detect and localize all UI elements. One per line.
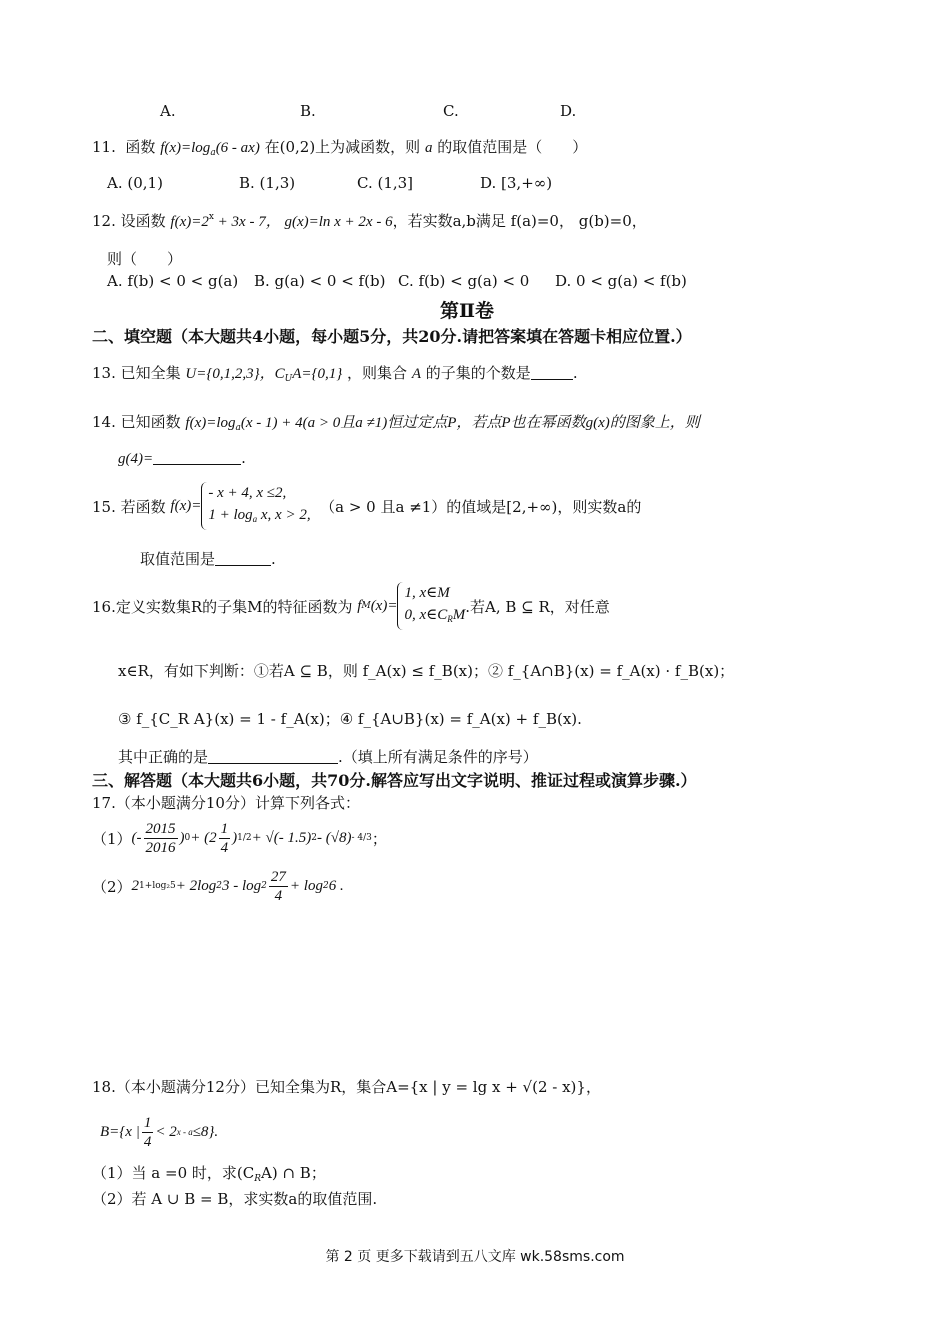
q12-then: 则（ ） <box>107 250 183 268</box>
q11-option-d: D. [3,+∞) <box>480 174 553 192</box>
section-2-title: 二、填空题（本大题共4小题，每小题5分，共20分.请把答案填在答题卡相应位置.） <box>92 327 692 346</box>
q15-piecewise: - x + 4, x ≤2, $1 + \log_a x$, x > 2, <box>201 482 310 530</box>
q12-option-c: C. f(b) < g(a) < 0 <box>398 272 530 290</box>
q16-line-4: 其中正确的是 .（填上所有满足条件的序号） <box>118 748 538 766</box>
volume-2-title: 第Ⅱ卷 <box>440 300 495 322</box>
q16-line-2: x∈R，有如下判断：①若A ⊆ B，则 f_A(x) ≤ f_B(x)；② f_{A∩B}(x) = f_A(x) · f_B(x)； <box>118 662 735 680</box>
q14-answer-blank[interactable] <box>153 450 241 465</box>
q18-sub-1: （1）当 a =0 时，求$(C_RA)$ ∩ B； <box>92 1164 326 1184</box>
q10-option-c: C. <box>443 102 459 120</box>
q10-option-a: A. <box>160 102 176 120</box>
q10-option-b: B. <box>300 102 316 120</box>
q16-line-3: ③ f_{C_R A}(x) = 1 - f_A(x)；④ f_{A∪B}(x) = f_A(x) + f_B(x). <box>118 710 582 728</box>
q16-answer-blank[interactable] <box>208 749 338 764</box>
section-3-title: 三、解答题（本大题共6小题，共70分.解答应写出文字说明、推证过程或演算步骤.） <box>92 771 697 790</box>
q11-option-c: C. (1,3] <box>357 174 414 192</box>
q17-part-2: （2） 2 1+log₂5 + 2log 2 3 - log 2 $\frac{27}{4}$ + log 2 6 . <box>92 868 344 904</box>
q15-answer-blank[interactable] <box>215 551 271 566</box>
question-14: 14. 已知函数 $f(x)=\log_a(x - 1) + 4(a > 0$且a ≠1)恒过定点P，若点P也在幂函数g(x)的图象上，则 <box>92 413 700 433</box>
q16-piecewise: 1, x∈M 0, $x\in C_RM$ <box>397 582 465 630</box>
q10-option-d: D. <box>560 102 577 120</box>
page-footer: 第 2 页 更多下载请到五八文库 wk.58sms.com <box>325 1249 625 1265</box>
q15-line-2: 取值范围是 . <box>140 550 276 568</box>
q12-option-d: D. 0 < g(a) < f(b) <box>555 272 687 290</box>
question-16: 16.定义实数集R的子集M的特征函数为 f M (x)= 1, x∈M 0, $x\in C_RM$ .若A, B ⊆ R，对任意 <box>92 580 610 632</box>
question-13: 13. 已知全集 U={0,1,2,3}，$C_UA=\{0,1\}$ ，则集合 A 的子集的个数是 . <box>92 364 578 384</box>
q18-sub-2: （2）若 A ∪ B = B，求实数a的取值范围. <box>92 1190 378 1208</box>
question-12: 12. 设函数 $f(x)=2^x + 3x - 7$， g(x)=ln x + 2x - 6，若实数a,b满足 f(a)=0， g(b)=0， <box>92 212 647 230</box>
q12-option-b: B. g(a) < 0 < f(b) <box>254 272 386 290</box>
q11-option-b: B. (1,3) <box>239 174 296 192</box>
question-15: 15. 若函数 f(x)= - x + 4, x ≤2, $1 + \log_a x$, x > 2, （a > 0 且a ≠1）的值域是[2,+∞)，则实数a的 <box>92 480 641 532</box>
question-11: 11. 函数 $f(x)=\log_a(6 - ax)$ 在(0,2)上为减函数，则 a 的取值范围是（ ） <box>92 138 588 158</box>
q18-set-b: B={x | $\frac{1}{4}$ < 2 x - a ≤8}. <box>100 1114 219 1150</box>
q17-part-1: （1） (- $\frac{2015}{2016}$ ) 0 + (2 $\frac{1}{4}$ ) 1/2 + √(- 1.5) 2 - (√8) - 4/3 ； <box>92 820 387 856</box>
q12-option-a: A. f(b) < 0 < g(a) <box>107 272 239 290</box>
q18-heading: 18.（本小题满分12分）已知全集为R，集合A={x | y = lg x + √(2 - x)}， <box>92 1078 601 1096</box>
q17-heading: 17.（本小题满分10分）计算下列各式： <box>92 794 360 812</box>
q13-answer-blank[interactable] <box>531 365 573 380</box>
q14-line-2: g(4)= . <box>118 449 246 467</box>
q11-option-a: A. (0,1) <box>107 174 163 192</box>
